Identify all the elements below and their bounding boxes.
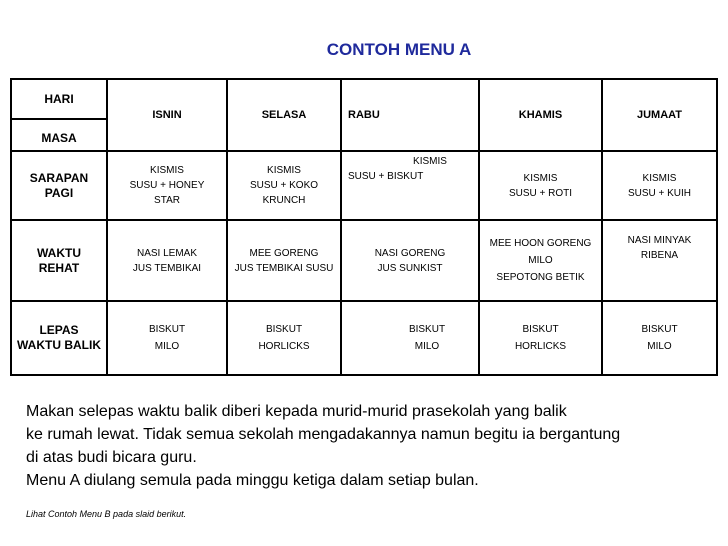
day-header-isnin: ISNIN [107,79,227,151]
menu-item: RIBENA [640,250,679,261]
day-header-rabu: RABU [341,79,479,151]
menu-cell [602,151,717,220]
menu-cell [479,301,602,375]
row-label-line: REHAT [38,260,80,275]
day-header-khamis: KHAMIS [479,79,602,151]
menu-item: NASI MINYAK [627,235,692,246]
menu-item: SUSU + KOKO [249,180,319,191]
menu-cell [107,220,227,301]
row-label-line: WAKTU BALIK [17,338,101,352]
menu-item: MILO [647,341,672,352]
masa-label: MASA [41,131,77,145]
menu-item: MILO [528,255,553,266]
row-label-line: PAGI [44,185,74,200]
row-label-sarapan [11,151,107,220]
menu-item: HORLICKS [514,341,567,352]
paragraph-line: ke rumah lewat. Tidak semua sekolah mengadakannya namun begitu ia bergantung [26,426,621,443]
menu-item: NASI GORENG [374,247,446,259]
table-row-lepas [11,301,717,375]
menu-item: HORLICKS [258,341,310,352]
menu-item: SUSU + ROTI [508,187,573,199]
row-label-line: SARAPAN [29,170,89,185]
row-label-lepas [11,301,107,375]
day-header-jumaat: JUMAAT [602,79,717,151]
menu-cell [479,220,602,301]
menu-cell [602,301,717,375]
table-row-sarapan [11,151,717,220]
menu-item: BISKUT [408,324,446,335]
hari-label: HARI [44,92,74,106]
row-label-rehat [11,220,107,301]
menu-item: MILO [414,341,440,352]
menu-item: MILO [154,341,180,352]
menu-cell [227,151,341,220]
table-header-row [11,79,717,151]
menu-item: KISMIS [642,172,677,184]
menu-item: MEE GORENG [249,247,319,259]
menu-item: STAR [154,195,180,206]
footnote: Lihat Contoh Menu B pada slaid berikut. [26,509,187,519]
paragraph-line: di atas budi bicara guru. [26,449,197,466]
table-row-rehat [11,220,717,301]
menu-table [10,78,718,376]
menu-cell [602,220,717,301]
menu-cell [107,151,227,220]
row-label-line: LEPAS [39,323,79,337]
menu-item: SEPOTONG BETIK [496,272,585,283]
menu-item: MEE HOON GORENG [489,238,592,249]
row-label-line: WAKTU [37,245,81,260]
menu-item: SUSU + HONEY [129,180,205,191]
menu-item: KISMIS [267,165,301,176]
menu-item: SUSU + KUIH [627,187,692,199]
menu-item: NASI LEMAK [136,247,198,259]
corner-cell [11,79,107,151]
day-header-selasa: SELASA [227,79,341,151]
corner-divider [12,118,106,120]
menu-item: KISMIS [150,165,184,176]
menu-item: JUS SUNKIST [377,262,443,274]
menu-item: JUS TEMBIKAI [132,262,202,274]
menu-item: BISKUT [522,324,559,335]
menu-item: KRUNCH [262,195,306,206]
paragraph-line: Menu A diulang semula pada minggu ketiga dalam setiap bulan. [26,472,479,489]
paragraph-line: Makan selepas waktu balik diberi kepada murid-murid prasekolah yang balik [26,403,567,420]
menu-cell [227,220,341,301]
menu-item: KISMIS [413,156,447,167]
menu-item: SUSU + BISKUT [348,171,424,182]
description-paragraph [26,400,726,492]
menu-cell [341,151,479,220]
slide-title: CONTOH MENU A [326,40,472,59]
menu-cell [107,301,227,375]
menu-item: JUS TEMBIKAI SUSU [234,262,334,274]
menu-item: BISKUT [265,324,303,335]
menu-item: KISMIS [523,172,558,184]
menu-cell [341,220,479,301]
menu-cell [341,301,479,375]
menu-item: BISKUT [641,324,678,335]
menu-item: BISKUT [148,324,186,335]
menu-cell [227,301,341,375]
menu-cell [479,151,602,220]
